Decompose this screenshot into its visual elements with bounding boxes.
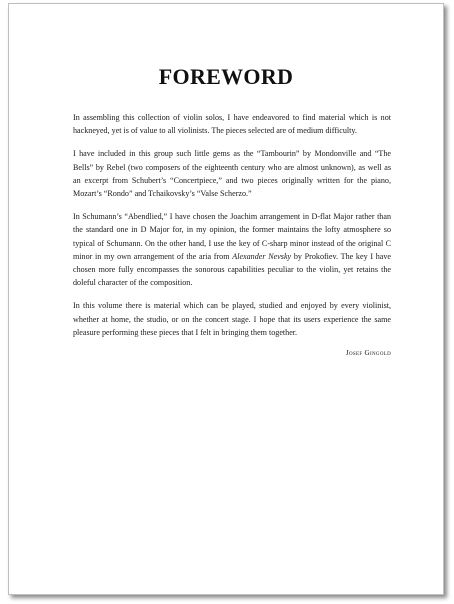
page-title: FOREWORD bbox=[158, 64, 294, 89]
paragraph-3-text-end: by Prokofiev. The key I have chosen more fully encompasses the sonorous capabilities peculiar to the violin, yet retains the doleful character of the composition. bbox=[73, 251, 392, 288]
paragraph-3-italic-title: Alexander Nevsky bbox=[232, 251, 292, 261]
paragraph-3 bbox=[73, 210, 391, 289]
paragraph-1: In assembling this collection of violin solos, I have endeavored to find material which is not hackneyed, yet is of value to all violinists. The pieces selected are of medium difficulty. bbox=[73, 113, 391, 136]
author-signature: Josef Gingold bbox=[345, 349, 391, 358]
paragraph-3-text-start: In Schumann’s “Abendlied,” I have chosen the Joachim arrangement in D-flat Major rather than the standard one in D Major for, in my opinion, the former maintains the lofty atmosphere so typical of Schumann. On the other hand, I use the key of C-sharp minor instead of the original C minor in my own arrangement of the aria from bbox=[73, 212, 391, 261]
paragraph-2: I have included in this group such little gems as the “Tambourin” by Mondonville and “The Bells” by Rebel (two composers of the eighteenth century who are almost unknown), as well as an excerpt from Schubert’s “Concertpiece,” and two pieces originally written for the piano, Mozart’s “Rondo” and Tchaikovsky’s “Valse Scherzo.” bbox=[73, 149, 391, 199]
paragraph-4: In this volume there is material which can be played, studied and enjoyed by every violinist, whether at home, the studio, or on the concert stage. I hope that its users experience the same pleasure performing these pieces that I felt in bringing them together. bbox=[73, 301, 391, 337]
document-page bbox=[8, 3, 444, 595]
foreword-body bbox=[73, 111, 391, 357]
